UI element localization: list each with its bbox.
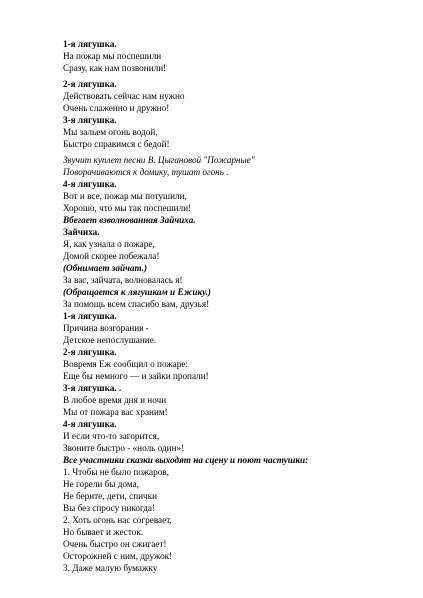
stage-direction: Все участники сказки выходят на сцену и поют частушки: — [63, 455, 309, 465]
text-line: Но бывает и жесток. — [63, 527, 144, 537]
text-line: Домой скорее побежала! — [63, 251, 160, 261]
text-line: Вот и все, пожар мы потушили, — [63, 191, 187, 201]
text-line: Еще бы немного — и зайки пропали! — [63, 371, 209, 381]
text-line: Звоните быстро - «ноль один»! — [63, 443, 185, 453]
stage-direction: (Обнимает зайчат.) — [63, 263, 148, 273]
text-line: Не берите, дети, спички — [63, 491, 158, 501]
speaker-heading: 1-я лягушка. — [63, 311, 117, 321]
text-line: Сразу, как нам позвонили! — [63, 63, 167, 73]
text-line: И если что-то загорится, — [63, 431, 160, 441]
text-line: Детское непослушание. — [63, 335, 157, 345]
speaker-heading: 4-я лягушка. — [63, 419, 117, 429]
text-line: Причина возгорания - — [63, 323, 149, 333]
stage-direction: Вбегает взволнованная Зайчиха. — [63, 215, 196, 225]
text-line: Очень быстро он сжигает! — [63, 539, 167, 549]
text-line: Действовать сейчас нам нужно — [63, 91, 185, 101]
text-line: Мы от пожара вас храним! — [63, 407, 168, 417]
document-body — [63, 38, 393, 574]
text-line: Осторожней с ним, дружок! — [63, 551, 173, 561]
text-line: 1. Чтобы не было пожаров, — [63, 467, 169, 477]
text-line: 3. Даже малую бумажку — [63, 563, 158, 573]
speaker-heading: 4-я лягушка. — [63, 179, 117, 189]
text-line: Мы зальем огонь водой, — [63, 127, 158, 137]
text-line: На пожар мы поспешили — [63, 51, 162, 61]
text-line: Хорошо, что мы так поспешили! — [63, 203, 192, 213]
stage-direction: Поворачиваются к домику, тушат огонь . — [63, 167, 229, 177]
speaker-heading: Зайчиха. — [63, 227, 100, 237]
speaker-heading: 1-я лягушка. — [63, 39, 117, 49]
stage-direction: (Обращается к лягушкам и Ежику.) — [63, 287, 211, 297]
text-line: Я, как узнала о пожаре, — [63, 239, 155, 249]
speaker-heading: 3-я лягушка. . — [63, 383, 122, 393]
text-line: 2. Хоть огонь нас согревает, — [63, 515, 172, 525]
speaker-heading: 2-я лягушка. — [63, 347, 117, 357]
text-line: Вовремя Еж сообщил о пожаре: — [63, 359, 188, 369]
stage-direction: Звучит куплет песни В. Цыгановой "Пожарные" — [63, 155, 255, 165]
text-line: Очень слаженно и дружно! — [63, 103, 170, 113]
text-line: В любое время дня и ночи — [63, 395, 167, 405]
text-line: Вы без спросу никогда! — [63, 503, 156, 513]
speaker-heading: 2-я лягушка. — [63, 79, 117, 89]
text-line: За вас, зайчата, волновалась я! — [63, 275, 183, 285]
text-line: Быстро справимся с бедой! — [63, 139, 170, 149]
text-line: За помощь всем спасибо вам, друзья! — [63, 299, 210, 309]
text-line: Не горели бы дома, — [63, 479, 139, 489]
speaker-heading: 3-я лягушка. — [63, 115, 117, 125]
